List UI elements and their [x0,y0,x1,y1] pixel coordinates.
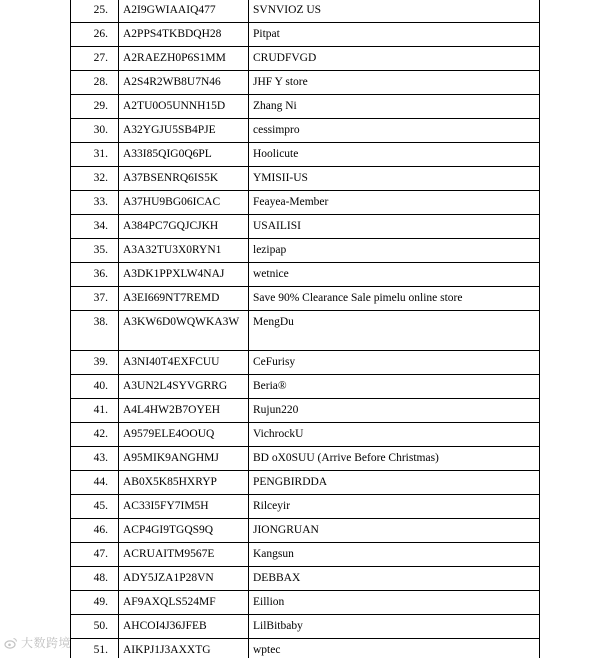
row-number: 50. [71,615,119,639]
store-name: wptec [249,639,540,658]
row-number: 45. [71,495,119,519]
row-number: 29. [71,95,119,119]
table-row [71,47,540,71]
seller-id: AF9AXQLS524MF [119,591,249,615]
store-name: MengDu [249,311,540,351]
row-number: 36. [71,263,119,287]
table-row [71,471,540,495]
row-number: 46. [71,519,119,543]
seller-id: A32YGJU5SB4PJE [119,119,249,143]
table-row [71,287,540,311]
row-number: 43. [71,447,119,471]
table-row [71,399,540,423]
row-number: 51. [71,639,119,658]
row-number: 42. [71,423,119,447]
table-row [71,615,540,639]
table-row [71,215,540,239]
table-row [71,639,540,658]
store-name: SVNVIOZ US [249,0,540,23]
watermark-text: 大数跨境 [21,636,72,650]
weibo-logo-icon [4,636,18,650]
row-number: 39. [71,351,119,375]
store-name: Kangsun [249,543,540,567]
table-row [71,543,540,567]
table-row [71,239,540,263]
store-name: LilBitbaby [249,615,540,639]
table-row [71,567,540,591]
seller-id: A3UN2L4SYVGRRG [119,375,249,399]
seller-id: A3NI40T4EXFCUU [119,351,249,375]
store-name: Feayea-Member [249,191,540,215]
store-name: BD oX0SUU (Arrive Before Christmas) [249,447,540,471]
table-row [71,423,540,447]
seller-id: ACRUAITM9567E [119,543,249,567]
watermark [4,634,71,651]
store-name: VichrockU [249,423,540,447]
row-number: 37. [71,287,119,311]
table-row [71,119,540,143]
row-number: 30. [71,119,119,143]
store-name: wetnice [249,263,540,287]
seller-id: A3EI669NT7REMD [119,287,249,311]
table-row [71,143,540,167]
store-name: Eillion [249,591,540,615]
row-number: 27. [71,47,119,71]
store-name: JIONGRUAN [249,519,540,543]
row-number: 49. [71,591,119,615]
seller-id: A2I9GWIAAIQ477 [119,0,249,23]
row-number: 48. [71,567,119,591]
document-page [70,0,539,658]
seller-id: A37BSENRQ6IS5K [119,167,249,191]
store-name: CRUDFVGD [249,47,540,71]
table-row [71,167,540,191]
store-name: Beria® [249,375,540,399]
seller-id: ACP4GI9TGQS9Q [119,519,249,543]
seller-id: A9579ELE4OOUQ [119,423,249,447]
row-number: 35. [71,239,119,263]
table-row [71,263,540,287]
seller-id: AB0X5K85HXRYP [119,471,249,495]
table-row [71,375,540,399]
table-row [71,591,540,615]
seller-id: A3KW6D0WQWKA3W [119,311,249,351]
store-name: Pitpat [249,23,540,47]
table-row [71,95,540,119]
store-name: Rilceyir [249,495,540,519]
seller-id: A95MIK9ANGHMJ [119,447,249,471]
row-number: 40. [71,375,119,399]
store-name: PENGBIRDDA [249,471,540,495]
table-row [71,351,540,375]
store-name: Save 90% Clearance Sale pimelu online store [249,287,540,311]
row-number: 32. [71,167,119,191]
seller-id: A2PPS4TKBDQH28 [119,23,249,47]
store-name: USAILISI [249,215,540,239]
seller-id: AHCOI4J36JFEB [119,615,249,639]
table-row [71,519,540,543]
row-number: 38. [71,311,119,351]
table-row [71,71,540,95]
row-number: 33. [71,191,119,215]
row-number: 34. [71,215,119,239]
seller-id: A37HU9BG06ICAC [119,191,249,215]
seller-id: A2RAEZH0P6S1MM [119,47,249,71]
store-name: cessimpro [249,119,540,143]
store-name: DEBBAX [249,567,540,591]
table-row [71,23,540,47]
row-number: 26. [71,23,119,47]
row-number: 28. [71,71,119,95]
seller-id: A33I85QIG0Q6PL [119,143,249,167]
store-name: YMISII-US [249,167,540,191]
store-name: JHF Y store [249,71,540,95]
store-name: Zhang Ni [249,95,540,119]
row-number: 31. [71,143,119,167]
store-name: Hoolicute [249,143,540,167]
seller-id: A384PC7GQJCJKH [119,215,249,239]
table-row [71,311,540,351]
row-number: 25. [71,0,119,23]
table-row [71,191,540,215]
seller-id: A3A32TU3X0RYN1 [119,239,249,263]
store-name: lezipap [249,239,540,263]
store-name: Rujun220 [249,399,540,423]
row-number: 41. [71,399,119,423]
seller-id: AIKPJ1J3AXXTG [119,639,249,658]
seller-id: ADY5JZA1P28VN [119,567,249,591]
table-row [71,495,540,519]
seller-id: A2S4R2WB8U7N46 [119,71,249,95]
row-number: 44. [71,471,119,495]
seller-id: AC33I5FY7IM5H [119,495,249,519]
seller-id: A3DK1PPXLW4NAJ [119,263,249,287]
store-name: CeFurisy [249,351,540,375]
seller-id: A4L4HW2B7OYEH [119,399,249,423]
table-row [71,447,540,471]
row-number: 47. [71,543,119,567]
table-row [71,0,540,23]
seller-table [70,0,540,658]
seller-id: A2TU0O5UNNH15D [119,95,249,119]
